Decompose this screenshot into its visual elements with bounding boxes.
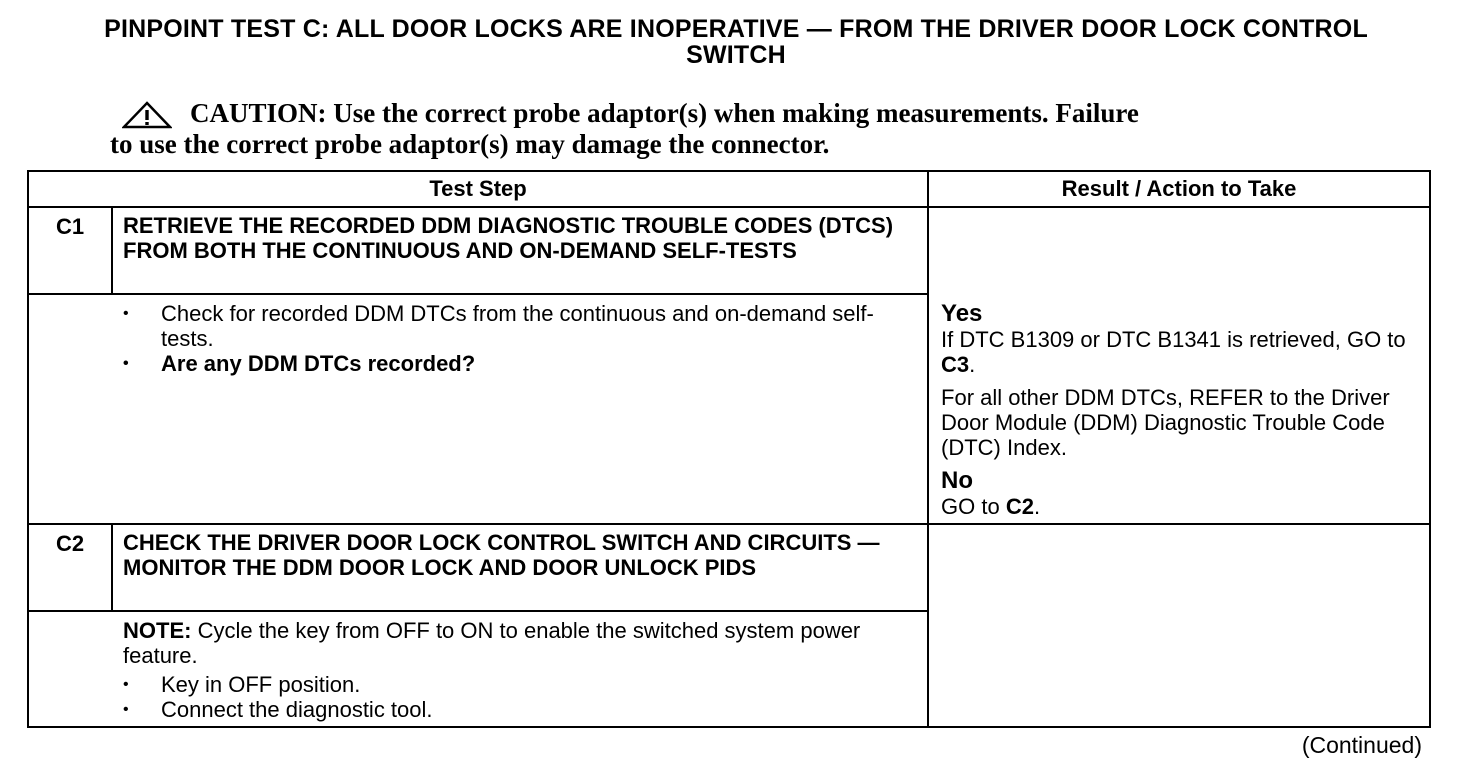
step-c2-title: CHECK THE DRIVER DOOR LOCK CONTROL SWITCH AND CIRCUITS — MONITOR THE DDM DOOR LOCK AND DOOR UNLOCK PIDS [112,524,928,611]
list-item: • Are any DDM DTCs recorded? [123,351,917,376]
note-label: NOTE: [123,618,192,643]
caution-block [110,98,1310,160]
result-no-label: No [941,467,974,494]
step-c2-body [28,611,928,727]
result-yes-label: Yes [941,300,983,327]
continued-label: (Continued) [1301,732,1422,758]
list-item: • Connect the diagnostic tool. [123,697,917,722]
list-item: • Key in OFF position. [123,672,917,697]
step-c2-note [123,618,917,668]
step-c1-bullets [123,301,917,376]
step-c1-result [928,207,1430,524]
result-no-text-body: GO to [941,494,1006,519]
header-test-step: Test Step [28,171,928,207]
page-title: PINPOINT TEST C: ALL DOOR LOCKS ARE INOPERATIVE — FROM THE DRIVER DOOR LOCK CONTROL SWITCH [104,15,1368,69]
result-no-ref: C2 [1005,494,1034,519]
step-c1-id: C1 [28,207,112,294]
note-text: Cycle the key from OFF to ON to enable the switched system power feature. [123,618,861,668]
result-yes-text-a: If DTC B1309 or DTC B1341 is retrieved, GO to C3. [941,327,1406,377]
step-c2-title-row [28,524,1430,611]
test-step-table [27,170,1431,728]
step-c2-id: C2 [28,524,112,611]
step-c1-title: RETRIEVE THE RECORDED DDM DIAGNOSTIC TROUBLE CODES (DTCS) FROM BOTH THE CONTINUOUS AND ON-DEMAND SELF-TESTS [112,207,928,294]
step-c2-result [928,524,1430,727]
header-result: Result / Action to Take [928,171,1430,207]
step-c1-title-row [28,207,1430,294]
caution-line-1-row [110,98,1310,129]
result-yes-text-a-body: If DTC B1309 or DTC B1341 is retrieved, GO to [941,327,1406,352]
step-c1-body [28,294,928,524]
list-item: • Check for recorded DDM DTCs from the continuous and on-demand self-tests. [123,301,917,351]
result-yes-text-b: For all other DDM DTCs, REFER to the Driver Door Module (DDM) Diagnostic Trouble Code (DTC) Index. [941,385,1390,460]
caution-line-2: to use the correct probe adaptor(s) may damage the connector. [110,129,830,159]
caution-line-1: CAUTION: Use the correct probe adaptor(s) when making measurements. Failure [190,98,1139,128]
warning-triangle-icon [122,101,172,129]
result-yes-ref: C3 [941,352,970,377]
table-header-row [28,171,1430,207]
step-c2-bullets [123,672,917,722]
result-no-text: GO to C2. [941,494,1041,519]
